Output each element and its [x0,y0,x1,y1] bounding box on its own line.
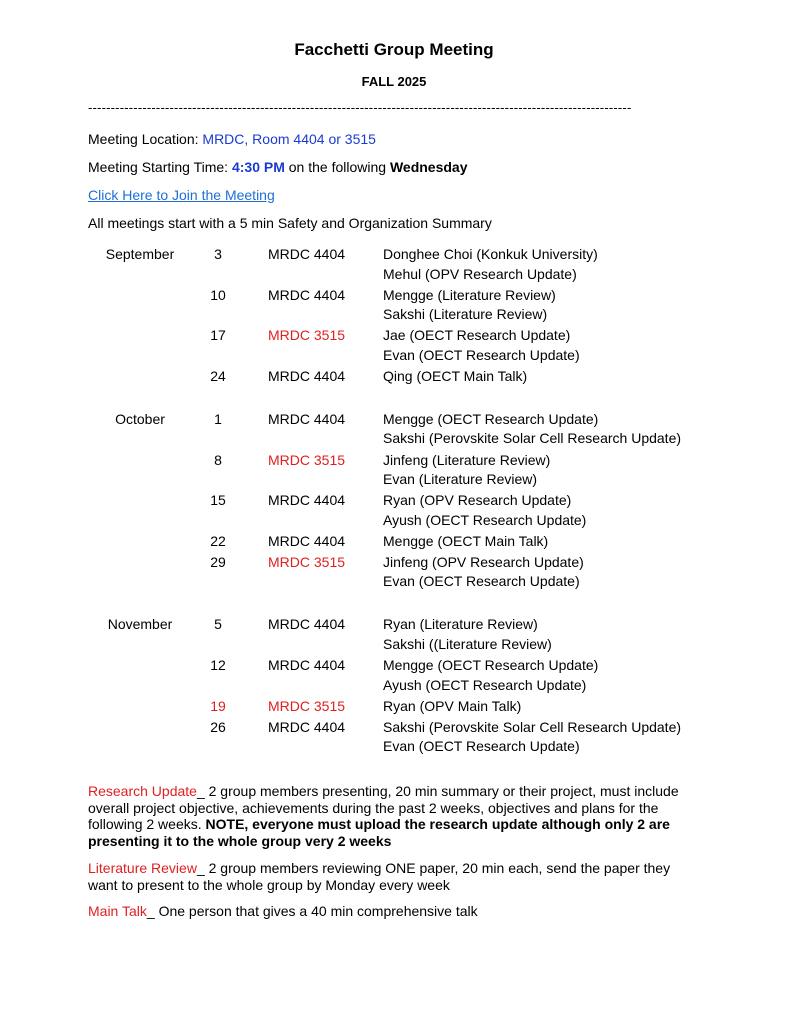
schedule-presenter: Jae (OECT Research Update) [383,327,571,344]
schedule-room: MRDC 4404 [268,286,346,303]
schedule-room: MRDC 4404 [268,718,346,735]
note-main-talk [88,903,698,920]
schedule-day: 10 [210,286,226,303]
schedule-presenter: Sakshi (Perovskite Solar Cell Research Update) [383,718,682,735]
schedule-day: 24 [210,367,226,384]
schedule-day: 3 [214,246,222,262]
schedule-room: MRDC 3515 [268,451,346,468]
schedule-month: October [115,410,165,427]
schedule-presenter: Evan (Literature Review) [383,471,538,487]
schedule-row [0,616,788,652]
schedule-row [0,553,788,590]
schedule-day: 17 [210,327,226,344]
meeting-time-line [88,159,468,175]
schedule-room: MRDC 4404 [268,246,346,262]
schedule-presenter: Evan (OECT Research Update) [383,573,580,590]
note-text-main-talk: _ One person that gives a 40 min comprehensive talk [146,903,478,919]
schedule-row [0,533,788,553]
schedule-presenter: Donghee Choi (Konkuk University) [383,246,598,262]
schedule-room: MRDC 4404 [268,657,346,673]
schedule-day: 15 [210,492,226,509]
schedule-row [0,657,788,693]
dashed-divider: ------------------------------------------------------------------------------------------------------------------------ [88,100,632,115]
schedule-room: MRDC 4404 [268,367,346,384]
note-bold-research-update: NOTE, everyone must upload the research update although only 2 are presenting it to the whole group very 2 weeks [88,816,670,849]
meeting-day: Wednesday [389,159,468,175]
page-title: Facchetti Group Meeting [294,40,494,59]
safety-note: All meetings start with a 5 min Safety and Organization Summary [88,215,492,231]
note-literature-review [88,860,698,893]
schedule-day: 8 [214,451,222,468]
schedule-presenter: Sakshi ((Literature Review) [383,635,552,652]
schedule-room: MRDC 4404 [268,532,346,549]
schedule-room: MRDC 4404 [268,616,346,633]
schedule-row [0,246,788,282]
schedule-day: 19 [210,697,226,714]
schedule-presenter: Evan (OECT Research Update) [383,346,580,363]
schedule-row [0,451,788,487]
time-middle: on the following [284,159,390,175]
note-term-literature-review: Literature Review [88,860,197,876]
schedule-presenter: Ryan (OPV Research Update) [383,492,572,509]
schedule-presenter: Sakshi (Perovskite Solar Cell Research Update) [383,430,682,447]
term-heading: FALL 2025 [361,74,427,89]
join-meeting-link[interactable]: Click Here to Join the Meeting [88,187,275,203]
note-term-research-update: Research Update [88,783,197,799]
note-term-main-talk: Main Talk [88,903,147,919]
schedule-presenter: Mengge (OECT Research Update) [383,410,599,427]
schedule-day: 12 [210,657,226,673]
schedule-day: 1 [214,410,222,427]
time-label: Meeting Starting Time: [88,159,232,175]
note-research-update [88,783,698,849]
schedule-presenter: Mengge (OECT Main Talk) [383,532,549,549]
schedule-presenter: Mehul (OPV Research Update) [383,265,577,282]
schedule-day: 26 [210,718,226,735]
schedule-presenter: Ryan (Literature Review) [383,616,538,633]
schedule-row [0,327,788,363]
schedule-row [0,492,788,528]
schedule-presenter: Sakshi (Literature Review) [383,306,548,323]
schedule-row [0,368,788,388]
time-value: 4:30 PM [231,159,285,175]
schedule-room: MRDC 3515 [268,553,346,570]
schedule-presenter: Jinfeng (OPV Research Update) [383,553,584,570]
note-text-literature-review: _ 2 group members reviewing ONE paper, 20 min each, send the paper they want to present to the whole group by Monday every week [88,860,671,893]
join-link-line [88,187,275,203]
schedule-month: September [105,246,175,262]
schedule-month: November [107,616,173,633]
schedule-presenter: Evan (OECT Research Update) [383,738,580,755]
schedule-room: MRDC 3515 [268,327,346,344]
schedule-room: MRDC 3515 [268,697,346,714]
meeting-location-line [88,131,376,147]
schedule-presenter: Ayush (OECT Research Update) [383,676,587,693]
schedule-row [0,410,788,447]
schedule-day: 22 [210,532,226,549]
schedule-row [0,286,788,323]
schedule-presenter: Jinfeng (Literature Review) [383,451,551,468]
schedule-row [0,698,788,718]
location-value: MRDC, Room 4404 or 3515 [202,131,376,147]
schedule-presenter: Mengge (OECT Research Update) [383,657,599,673]
schedule-presenter: Ryan (OPV Main Talk) [383,697,522,714]
schedule-presenter: Qing (OECT Main Talk) [383,367,528,384]
schedule-day: 29 [210,553,226,570]
schedule-room: MRDC 4404 [268,492,346,509]
schedule-day: 5 [214,616,222,633]
schedule-presenter: Ayush (OECT Research Update) [383,511,587,528]
note-text-research-update: _ 2 group members presenting, 20 min summary or their project, must include overall project objective, achievements during the past 2 weeks, objectives and plans for the following 2 weeks. [88,783,679,832]
location-label: Meeting Location: [88,131,203,147]
schedule-presenter: Mengge (Literature Review) [383,286,556,303]
schedule-row [0,718,788,755]
schedule-room: MRDC 4404 [268,410,346,427]
